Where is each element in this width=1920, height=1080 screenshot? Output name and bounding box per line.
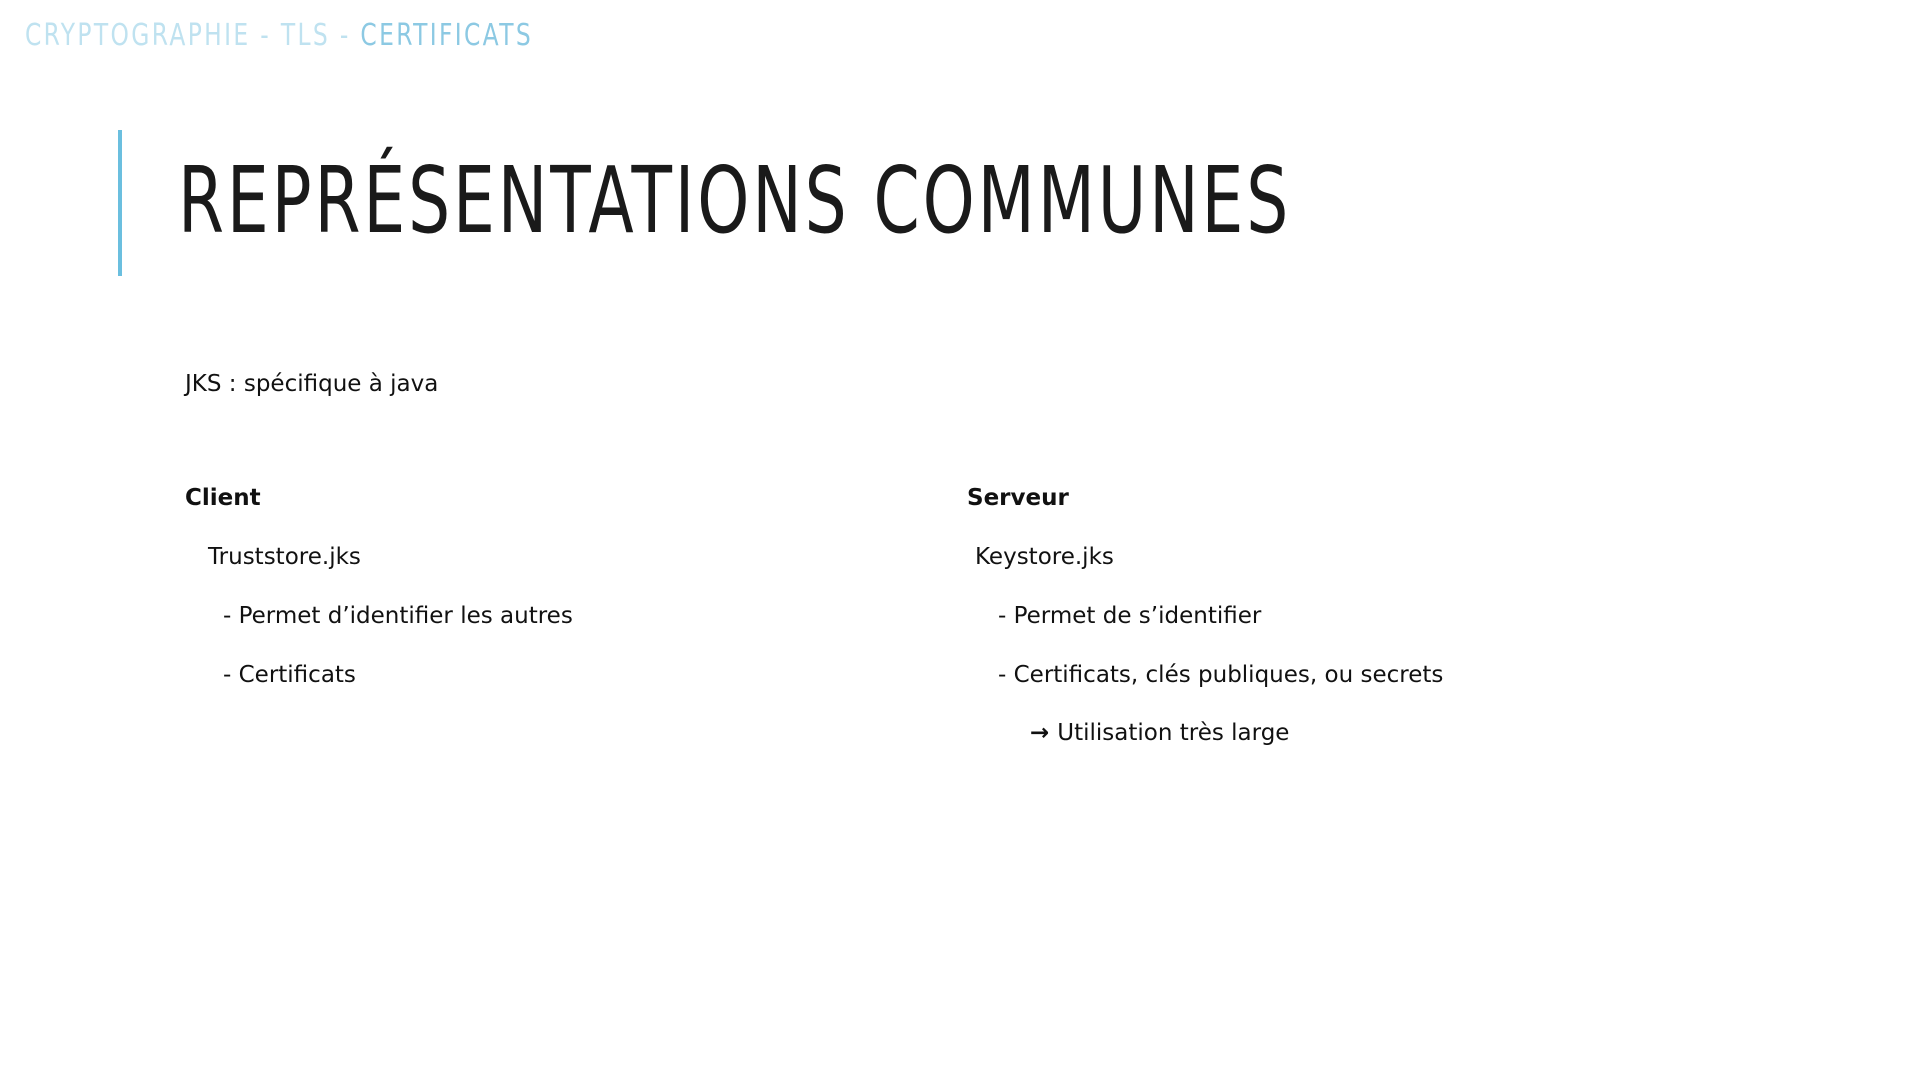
breadcrumb-certificats: CERTIFICATS [360,18,534,53]
breadcrumb-separator: - [330,18,361,53]
server-heading: Serveur [967,485,1069,511]
intro-text: JKS : spécifique à java [185,371,439,397]
breadcrumb-separator: - [250,18,281,53]
server-store: Keystore.jks [975,544,1114,570]
client-store: Truststore.jks [208,544,361,570]
client-bullet-2: - Certificats [223,662,356,688]
client-bullet-1: - Permet d’identifier les autres [223,603,573,629]
server-conclusion-text: Utilisation très large [1057,720,1290,746]
client-heading: Client [185,485,261,511]
breadcrumb-tls: TLS [280,18,331,53]
page-title: REPRÉSENTATIONS COMMUNES [178,147,1292,254]
breadcrumb [25,18,533,53]
server-conclusion [1030,720,1289,746]
server-bullet-1: - Permet de s’identifier [998,603,1262,629]
title-accent-bar [118,130,122,276]
breadcrumb-cryptographie: CRYPTOGRAPHIE [25,18,251,53]
server-bullet-2: - Certificats, clés publiques, ou secrets [998,662,1444,688]
arrow-right-icon: → [1030,720,1050,746]
